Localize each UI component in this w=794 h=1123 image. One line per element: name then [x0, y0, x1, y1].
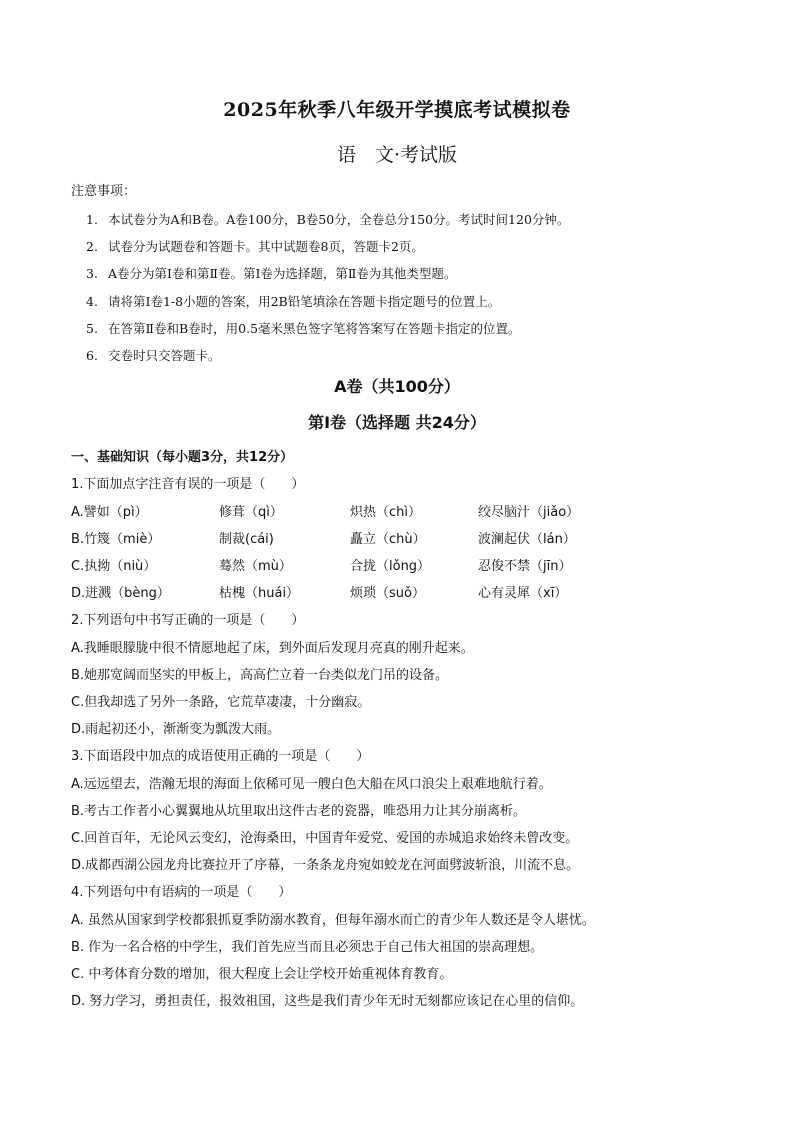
q1-option-cell: A.譬如（pì） [71, 505, 148, 520]
notice-item [86, 210, 569, 228]
q1-option-cell: 制裁(cái) [219, 532, 274, 547]
exam-subtitle: 语 文·考试版 [336, 144, 458, 166]
notice-number: 3. [86, 266, 98, 281]
q4-option: A. 虽然从国家到学校都狠抓夏季防溺水教育，但每年溺水而亡的青少年人数还是令人堪忧。 [71, 913, 595, 928]
q3-option: C.回首百年，无论风云变幻，沧海桑田，中国青年爱党、爱国的赤城追求始终未曾改变。 [71, 831, 579, 846]
q1-option-cell: 波澜起伏（lán） [478, 532, 576, 547]
notice-number: 4. [86, 294, 98, 309]
notice-item [86, 292, 500, 310]
q1-option-cell: 枯槐（huái） [219, 586, 300, 601]
notice-text: 本试卷分为A和B卷。A卷100分，B卷50分，全卷总分150分。考试时间120分钟。 [108, 212, 570, 227]
question-3-stem: 3.下面语段中加点的成语使用正确的一项是（ ） [71, 749, 370, 764]
notice-number: 6. [86, 348, 98, 363]
q3-option: B.考古工作者小心翼翼地从坑里取出这件古老的瓷器，唯恐用力让其分崩离析。 [71, 804, 527, 819]
q3-option: D.成都西湖公园龙舟比赛拉开了序幕，一条条龙舟宛如蛟龙在河面劈波斩浪，川流不息。 [71, 858, 580, 873]
q1-option-cell: D.迸溅（bèng） [71, 586, 170, 601]
notice-heading: 注意事项： [71, 184, 137, 199]
notice-number: 2. [86, 239, 98, 254]
notice-text: 试卷分为试题卷和答题卡。其中试题卷8页，答题卡2页。 [108, 239, 424, 254]
q2-option: D.雨起初还小，渐渐变为瓢泼大雨。 [71, 722, 281, 737]
q1-option-cell: 烦琐（suǒ） [350, 586, 425, 601]
notice-item [86, 264, 456, 282]
question-1-stem: 1.下面加点字注音有误的一项是（ ） [71, 477, 305, 492]
q1-option-cell: 合拢（lǒng） [350, 559, 431, 574]
part-heading: 一、基础知识（每小题3分，共12分） [71, 450, 294, 465]
q2-option: B.她那宽阔而坚实的甲板上，高高伫立着一台类似龙门吊的设备。 [71, 668, 449, 683]
q4-option: D. 努力学习，勇担责任，报效祖国，这些是我们青少年无时无刻都应该记在心里的信仰。 [71, 994, 584, 1009]
q3-option: A.远远望去，浩瀚无垠的海面上依稀可见一艘白色大船在风口浪尖上艰难地航行着。 [71, 777, 552, 792]
q1-option-cell: B.竹篾（miè） [71, 532, 161, 547]
section-1-title: 第Ⅰ卷（选择题 共24分） [308, 413, 486, 432]
q1-option-cell: 修葺（qì） [219, 505, 283, 520]
notice-text: 请将第Ⅰ卷1-8小题的答案，用2B铅笔填涂在答题卡指定题号的位置上。 [108, 294, 501, 309]
q1-option-cell: 炽热（chì） [350, 505, 421, 520]
question-2-stem: 2.下列语句中书写正确的一项是（ ） [71, 613, 305, 628]
q1-option-cell: 忍俊不禁（jīn） [478, 559, 572, 574]
notice-item [86, 346, 221, 364]
question-4-stem: 4.下列语句中有语病的一项是（ ） [71, 885, 292, 900]
notice-text: 交卷时只交答题卡。 [108, 348, 221, 363]
q2-option: C.但我却选了另外一条路，它荒草凄凄，十分幽寂。 [71, 695, 371, 710]
q1-option-cell: C.执拗（niù） [71, 559, 157, 574]
notice-item [86, 319, 521, 337]
notice-number: 1. [86, 212, 98, 227]
notice-text: A卷分为第Ⅰ卷和第Ⅱ卷。第Ⅰ卷为选择题，第Ⅱ卷为其他类型题。 [108, 266, 457, 281]
q4-option: C. 中考体育分数的增加，很大程度上会让学校开始重视体育教育。 [71, 967, 453, 982]
q2-option: A.我睡眼朦胧中很不情愿地起了床，到外面后发现月亮真的刚升起来。 [71, 641, 474, 656]
notice-item [86, 237, 424, 255]
exam-title: 2025年秋季八年级开学摸底考试模拟卷 [223, 99, 571, 121]
notice-number: 5. [86, 321, 98, 336]
q1-option-cell: 绞尽脑汁（jiǎo） [478, 505, 580, 520]
section-a-title: A卷（共100分） [334, 377, 460, 396]
notice-text: 在答第Ⅱ卷和B卷时，用0.5毫米黑色签字笔将答案写在答题卡指定的位置。 [108, 321, 521, 336]
q1-option-cell: 矗立（chù） [350, 532, 426, 547]
q1-option-cell: 心有灵犀（xī） [478, 586, 568, 601]
q4-option: B. 作为一名合格的中学生，我们首先应当而且必须忠于自己伟大祖国的崇高理想。 [71, 940, 544, 955]
q1-option-cell: 蓦然（mù） [219, 559, 292, 574]
